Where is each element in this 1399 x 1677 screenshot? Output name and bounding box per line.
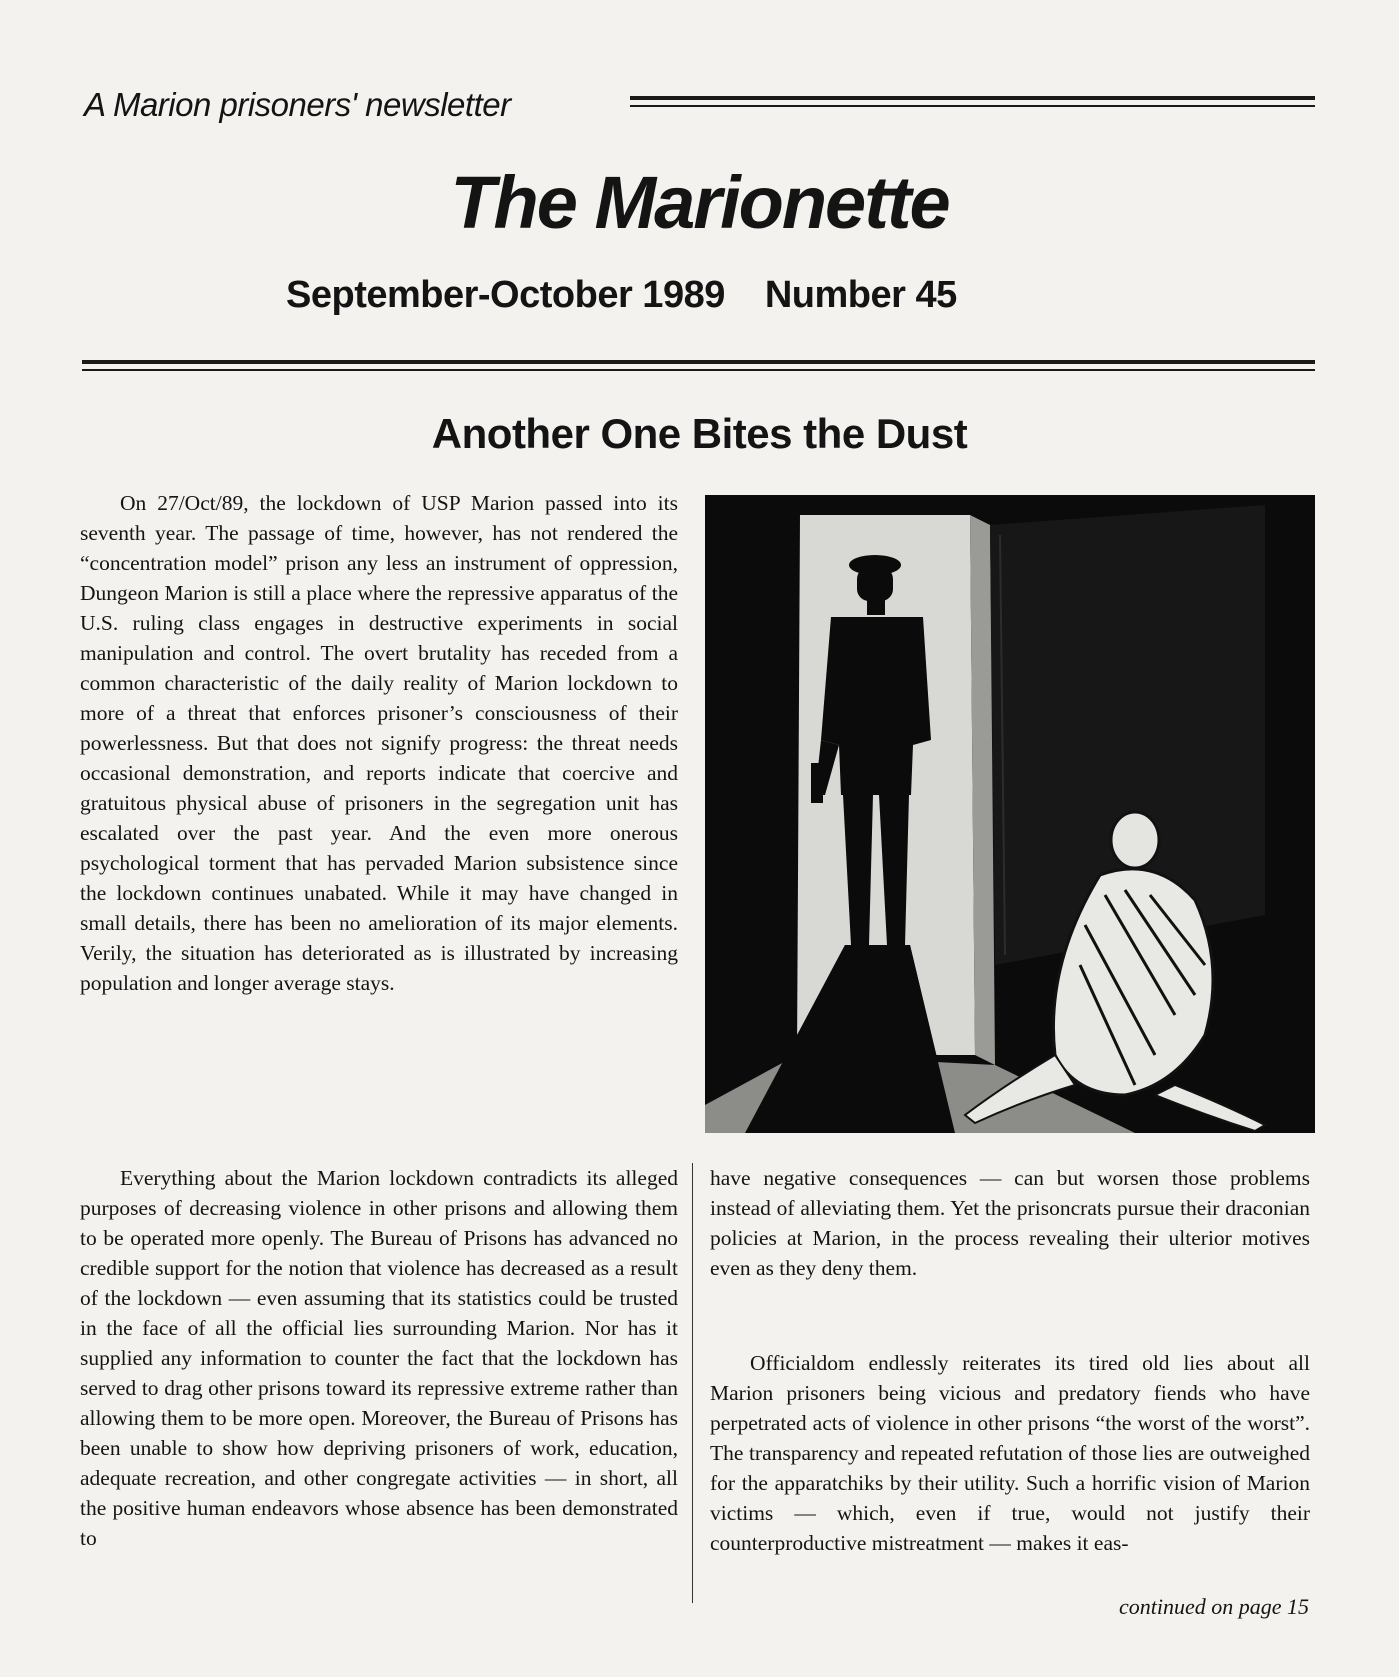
illustration-drawing — [705, 495, 1315, 1133]
article-paragraph-2: Everything about the Marion lockdown contradicts its alleged purposes of decreasing violence in other prisons and allowing them to be operated more openly. The Bureau of Prisons has advanced no credible support for the notion that violence has decreased as a result of the lockdown — even assuming that its statistics could be trusted in the face of all the official lies surrounding Marion. Nor has it supplied any information to counter the fact that the lockdown has served to drag other prisons toward its repressive extreme rather than allowing them to be more open. Moreover, the Bureau of Prisons has been unable to show how depriving prisoners of work, education, adequate recreation, and other congregate activities — in short, all the positive human endeavors whose absence has been demonstrated to — [80, 1166, 678, 1550]
column-divider — [692, 1163, 693, 1603]
article-column-left-top — [80, 488, 678, 998]
issue-date: September-October 1989 — [286, 274, 725, 316]
issue-number: Number 45 — [764, 274, 957, 316]
newsletter-kicker: A Marion prisoners' newsletter — [84, 86, 511, 123]
article-paragraph-3: Officialdom endlessly reiterates its tired old lies about all Marion prisoners being vicious and predatory fiends who have perpetrated acts of violence in other prisons “the worst of the worst”. The transparency and repeated refutation of those lies are outweighed for the apparatchiks by their utility. Such a horrific vision of Marion victims — which, even if true, would not justify their counterproductive mistreatment — makes it eas- — [710, 1351, 1310, 1555]
illustration-guard-and-prisoner — [705, 495, 1315, 1133]
article-column-right-bottom — [710, 1348, 1310, 1558]
article-headline: Another One Bites the Dust — [431, 410, 968, 457]
kicker-rule — [630, 96, 1315, 107]
masthead-rule — [82, 360, 1315, 371]
masthead-title: The Marionette — [450, 161, 949, 244]
article-column-left-bottom — [80, 1163, 678, 1553]
issue-line — [286, 274, 957, 317]
article-column-right-top — [710, 1163, 1310, 1283]
article-paragraph-2-continued: have negative consequences — can but worsen those problems instead of alleviating them. Yet the prisoncrats pursue their draconian policies at Marion, in the process revealing their ulterior motives even as they deny them. — [710, 1166, 1310, 1280]
article-paragraph-1: On 27/Oct/89, the lockdown of USP Marion passed into its seventh year. The passage of time, however, has not rendered the “concentration model” prison any less an instrument of oppression, Dungeon Marion is still a place where the repressive apparatus of the U.S. ruling class engages in destructive experiments in social manipulation and control. The overt brutality has receded from a common characteristic of the daily reality of Marion lockdown to more of a threat that enforces prisoner’s consciousness of their powerlessness. But that does not signify progress: the threat needs occasional demonstration, and reports indicate that coercive and gratuitous physical abuse of prisoners in the segregation unit has escalated over the past year. And the even more onerous psychological torment that has pervaded Marion subsistence since the lockdown continues unabated. While it may have changed in small details, there has been no amelioration of its major elements. Verily, the situation has deteriorated as is illustrated by increasing population and longer average stays. — [80, 491, 678, 995]
continued-note: continued on page 15 — [1118, 1594, 1309, 1619]
